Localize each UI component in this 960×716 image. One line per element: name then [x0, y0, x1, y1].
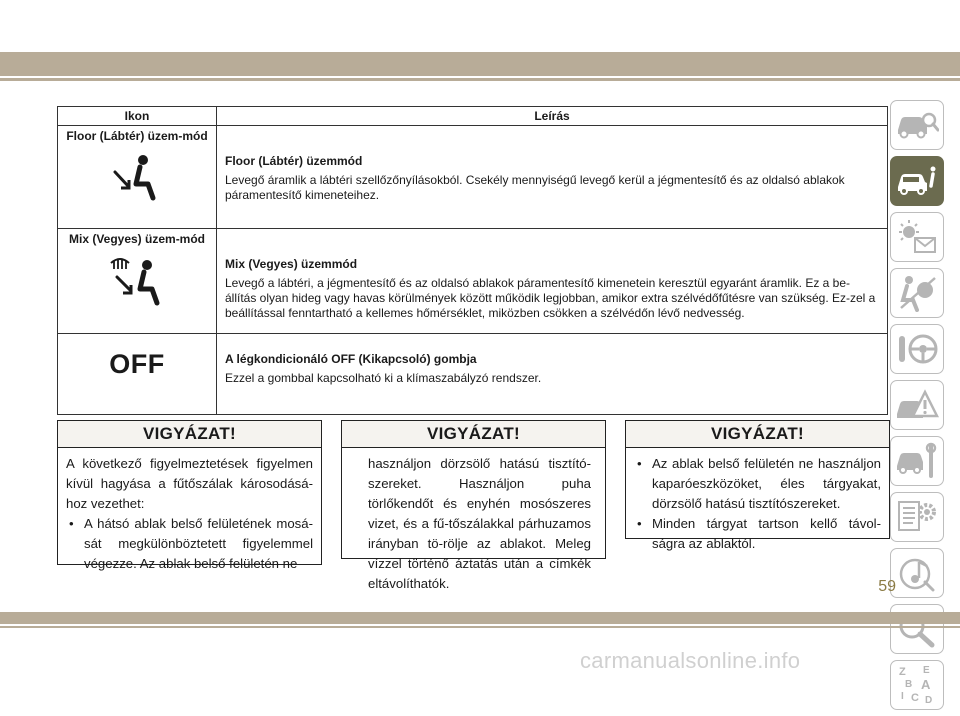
alphabet-index-icon	[895, 663, 939, 707]
car-wrench-icon	[895, 442, 939, 480]
warning-heading: VIGYÁZAT!	[342, 421, 605, 448]
icon-cell	[58, 334, 217, 415]
top-decorative-band	[0, 52, 960, 76]
index-letter: A	[921, 677, 931, 692]
description-cell	[217, 334, 888, 415]
floor-mode-icon	[112, 152, 162, 202]
table-row-floor-mode	[58, 126, 888, 229]
warning-bullet: • A hátsó ablak belső felületének mosá-sát megkülönböztetett figyelemmel végezze. Az ablak belső felületén ne	[66, 514, 313, 574]
climate-mode-table	[57, 106, 888, 415]
warning-text: használjon dörzsölő hatású tisztító-szereket. Használjon puha törlőkendőt és enyhén mosószeres vizet, és a fű-tőszálakkal párhuzamos irányban tö-rölje az ablakot. Meleg vízzel történő áztatás után a címkék eltávolíthatók.	[368, 456, 591, 591]
table-row-mix-mode	[58, 229, 888, 334]
tab-service[interactable]	[890, 436, 944, 486]
watermark: carmanualsonline.info	[580, 648, 801, 673]
warning-heading: VIGYÁZAT!	[58, 421, 321, 448]
warning-body	[58, 448, 321, 582]
warning-box	[57, 420, 322, 571]
table-row-off-button	[58, 334, 888, 415]
header-description: Leírás	[217, 107, 888, 126]
table-header-row	[58, 107, 888, 126]
specs-gear-icon	[895, 498, 939, 536]
bottom-decorative-band	[0, 612, 960, 624]
warning-light-mail-icon	[895, 218, 939, 256]
tab-specifications[interactable]	[890, 492, 944, 542]
tab-airbag[interactable]	[890, 268, 944, 318]
index-letter: B	[905, 679, 913, 690]
tab-steering[interactable]	[890, 324, 944, 374]
bottom-decorative-line	[0, 626, 960, 628]
icon-cell	[58, 126, 217, 229]
tab-multimedia[interactable]	[890, 548, 944, 598]
airbag-icon	[895, 274, 939, 312]
index-letter: I	[901, 691, 904, 702]
warning-intro: A következő figyelmeztetések figyelmen kívül hagyása a fűtőszálak károsodásá-hoz vezethet:	[66, 456, 313, 511]
tab-emergency[interactable]	[890, 380, 944, 430]
row-title: A légkondicionáló OFF (Kikapcsoló) gombja	[225, 352, 477, 366]
warning-heading: VIGYÁZAT!	[626, 421, 889, 448]
car-info-icon	[895, 164, 939, 198]
icon-label: Mix (Vegyes) üzem-mód	[68, 232, 206, 246]
row-title: Mix (Vegyes) üzemmód	[225, 257, 358, 271]
row-title: Floor (Lábtér) üzemmód	[225, 154, 363, 168]
music-nav-icon	[895, 554, 939, 592]
icon-label: Floor (Lábtér) üzem-mód	[66, 129, 208, 143]
off-button-label: OFF	[109, 349, 165, 379]
index-letter: E	[923, 665, 930, 676]
description-cell	[217, 126, 888, 229]
warning-bullet: • Az ablak belső felületén ne használjon kaparóeszközöket, éles tárgyakat, dörzsölő hatású tisztítószereket.	[634, 454, 881, 514]
header-icon: Ikon	[58, 107, 217, 126]
row-text: Levegő áramlik a lábtéri szellőzőnyílásokból. Csekély mennyiségű levegő kerül a jégmentesítő és az oldalsó ablakok páramentesítő kimeneteihez.	[225, 173, 845, 202]
top-decorative-line	[0, 78, 960, 81]
car-search-icon	[895, 108, 939, 142]
warning-box	[341, 420, 606, 591]
page-number: 59	[878, 578, 896, 595]
tab-car-search[interactable]	[890, 100, 944, 150]
index-letter: C	[911, 692, 919, 704]
steering-wheel-icon	[895, 330, 939, 368]
warning-body	[342, 448, 605, 602]
tab-warning-lights[interactable]	[890, 212, 944, 262]
mix-mode-icon	[109, 255, 165, 307]
warning-box	[625, 420, 890, 551]
icon-cell	[58, 229, 217, 334]
car-accident-icon	[895, 386, 939, 424]
index-letter: D	[925, 695, 933, 706]
tab-car-info[interactable]	[890, 156, 944, 206]
warning-bullet: • Minden tárgyat tartson kellő távol-ságra az ablaktól.	[634, 514, 881, 554]
warning-body	[626, 448, 889, 562]
index-letter: Z	[899, 666, 906, 678]
row-text: Levegő a lábtéri, a jégmentesítő és az oldalsó ablakok páramentesítő kimenetein keresztül egyaránt áramlik. Ez a be-állítás olyan hideg vagy havas körülmények között működik legjobban, amikor extra szélvédőfűtésre van szükség. Ez-zel a beállítással fenntartható a kellemes hőmérséklet, miközben csökken a szélvédőn lévő nedvesség.	[225, 276, 876, 320]
tab-alphabetical-index[interactable]	[890, 660, 944, 710]
row-text: Ezzel a gombbal kapcsolható ki a klímaszabályzó rendszer.	[225, 371, 542, 385]
description-cell	[217, 229, 888, 334]
